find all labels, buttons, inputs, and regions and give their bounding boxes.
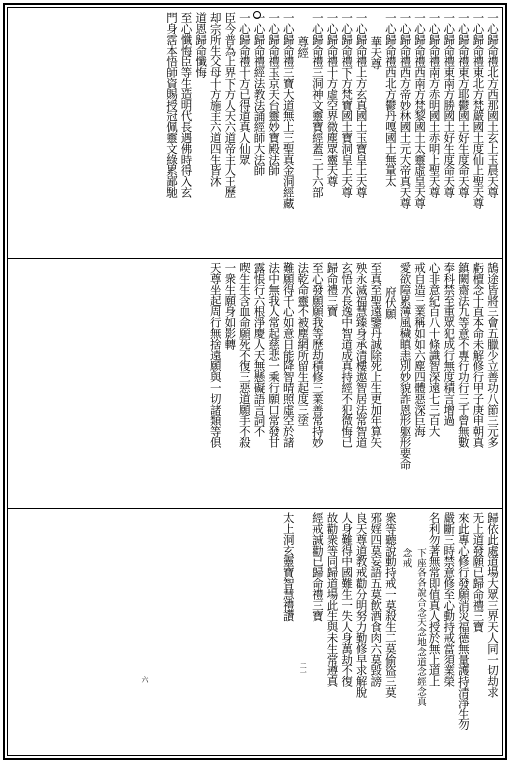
text-column: 天尊坐起周行無捨遠願與一切諸類等倶 [208, 262, 223, 448]
text-column: 歸依此處道場大眾三界天人同一切劫求 [486, 512, 500, 698]
text-column: 至心懺悔臣等生造明代長遇佛時得入玄 [179, 12, 194, 198]
text-column: 一心歸命禮下方梵寶國土寶洞皇上天尊 [340, 12, 355, 198]
text-column: 下座各各說合念天念地念道念經念真 [415, 548, 427, 707]
text-column: 愛欲障累薄風穢瞋恚別妙貌詐恩形躯形要命 [398, 262, 413, 470]
register-divider-upper [7, 258, 503, 259]
page-number: 六 [141, 676, 149, 683]
text-column: 門身霑本悟師資賜授冠佩靈文綠累鄙馳 [164, 12, 179, 198]
text-column: 經戒誠勸已歸命禮三寶 [310, 512, 325, 622]
top-register [10, 12, 500, 256]
text-column: 一心歸命禮十方虛空界微塵眾靈天尊 [325, 12, 340, 187]
text-column: 法乾命靈不被塵網所留生起度三塗 [296, 262, 311, 426]
text-column: 至心發願願我等歷劫積修三業善常持妙 [310, 262, 325, 448]
text-column: 至真至聖遠鑒丹誠除死上生更加年算矢 [369, 262, 384, 448]
text-column: 一心歸命禮十方已得道真人仙眾 [237, 12, 252, 165]
text-column: 却宗所生父母十方施主六道四生皆沐 [208, 12, 223, 187]
text-column: 歸命禮三寶 [325, 262, 340, 317]
text-column: 邪婬四莫妄語五莫飲酒食肉六莫毀謗 [369, 512, 384, 687]
text-column: 法中無我人常起慈悲一乘行願口常發甘 [267, 262, 282, 448]
scripture-title: 太上洞玄靈寶智慧禮讚 [281, 512, 296, 622]
text-column: 心非意紀百八十條識智深遠七三百大 [427, 262, 442, 437]
text-column: 一衆生願身如影轉 [223, 262, 238, 350]
text-column: 臣今普為上界下方人天六道帝主人王歷 [223, 12, 238, 198]
text-column: 鵠途皆將三會五臘少立善功八節三元多 [486, 262, 500, 448]
text-column: 喫生生含血命願死不復三惡道願手不殺 [237, 262, 252, 448]
text-column: 戒自造三業稱如如六塵四體惡深巨海 [413, 262, 428, 437]
text-column: 奉科禁至重眾犯成行無度積言增過 [442, 262, 457, 426]
text-column: 一心歸命禮東北方梵嚴國土度仙上聖天尊 [471, 12, 486, 209]
text-column: 名利勿著無常即值真人授於無上道上 [427, 512, 442, 687]
text-column: 一心歸命禮北方西那國土玄上玉晨天尊 [486, 12, 500, 198]
text-column: 一心歸命禮三寶大道無上三聖真金洞經藏 [281, 12, 296, 209]
text-column: 一心歸命禮上方玄真國土玉寶皇上天尊 [354, 12, 369, 198]
text-column: 一心歸命禮東南方勝國土好生度命天尊 [442, 12, 457, 198]
text-column: 一心歸命禮西方帝妙林國土元大帝真天尊 [398, 12, 413, 209]
text-column: 一心歸命禮南方赤明國土赤明上聖天尊 [427, 12, 442, 198]
text-column: 一心歸命禮玉京天台靈妙寶殿法師 [267, 12, 282, 176]
text-column: 无上道發願已歸命禮三寶 [471, 512, 486, 632]
middle-register [10, 262, 500, 506]
text-column: 難願得千心如意日能降智晴照虛空於諸 [281, 262, 296, 448]
text-column: 尊經 [296, 36, 311, 58]
text-column: 故勸衆等同歸道場此生與未生常遵真 [325, 512, 340, 687]
text-column: 殃永滅福慧臻身承清樓遨智居法常智道 [354, 262, 369, 448]
text-column: 一心歸命禮西北方鬱丹嘎國土無量太 [383, 12, 398, 187]
text-column: 玄悟水長逸中智道成真持經不犯微悔已 [340, 262, 355, 448]
text-column: 念戒 [400, 548, 412, 568]
text-column: 一心歸命禮西南方梵黎國土太靈虛皇天尊 [413, 12, 428, 209]
marginal-note: 二一 [299, 662, 308, 676]
text-column: 華天尊 [369, 36, 384, 69]
text-column: 一心歸命禮三洞神文靈寶經蓋三十六部 [310, 12, 325, 198]
text-column: 衆等聽說動持戒一莫殺生二莫偷盜三莫 [383, 512, 398, 698]
text-column: 道恩歸命懺悔 [194, 12, 209, 78]
register-divider-lower [7, 508, 503, 509]
text-column: 虧檀念十直本命未解修行甲子庚申朝真 [471, 262, 486, 448]
text-column: 人身難得中國難生一失人身萬劫不復 [340, 512, 355, 687]
text-column: 一心歸命禮經法教法誦經師大法師 [252, 12, 267, 176]
text-column: 來此專心修行發願消災福德無量護持清淨生勿 [456, 512, 471, 731]
text-column: 嚴斷三時禁意修至心動持戒當須業榮 [442, 512, 457, 687]
text-column: 一心歸命禮東方耶鬱國土好生度命天尊 [456, 12, 471, 198]
text-column: 良天尊道教戒勸分明努力勤修早求解脫 [354, 512, 369, 698]
bottom-register [100, 512, 500, 752]
text-column: 露悵行六根淨慶人天無懸礙語言詞不 [252, 262, 267, 437]
text-column: 鎮闕齋法九等意不專行功行三千曾無數 [456, 262, 471, 448]
text-column: 府伏願 [383, 286, 398, 319]
